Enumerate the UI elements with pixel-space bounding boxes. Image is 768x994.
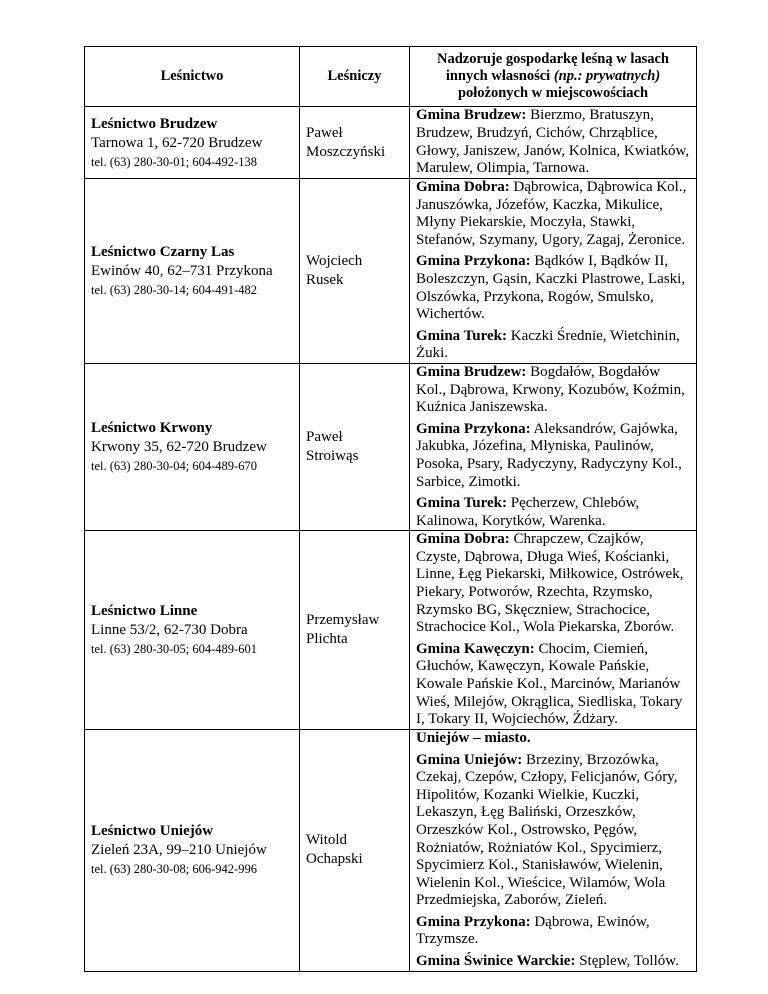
forestry-table <box>84 46 697 972</box>
areas-cell <box>410 729 697 971</box>
forestry-address: Ewinów 40, 62–731 Przykona <box>91 262 273 279</box>
forester-first-name: Witold <box>306 832 348 849</box>
commune-villages: Pęcherzew, Chlebów, Kalinowa, Korytków, Warenka. <box>416 495 640 529</box>
commune-villages: Chrapczew, Czajków, Czyste, Dąbrowa, Długa Wieś, Kościanki, Linne, Łęg Piekarski, Miłkowice, Ostrówek, Piekary, Potworów, Rzechta, Rzymsko, Rzymsko BG, Skęczniew, Strachocice, Strachocice Kol., Wola Piekarska, Zborów. <box>416 531 684 636</box>
forestry-phone: tel. (63) 280-30-01; 604-492-138 <box>91 154 257 169</box>
table-row <box>85 179 697 364</box>
commune-villages: Dąbrowica, Dąbrowica Kol., Januszówka, Józefów, Kaczka, Mikulice, Młyny Piekarskie, Moczyła, Stawki, Stefanów, Szymany, Ugory, Zagaj, Żeronice. <box>416 179 687 248</box>
commune-label: Gmina Świnice Warckie: <box>416 953 576 970</box>
forester-cell <box>300 179 410 364</box>
commune-group <box>416 953 690 971</box>
commune-label: Gmina Brudzew: <box>416 363 527 380</box>
forester-first-name: Przemysław <box>306 612 380 629</box>
forester-cell <box>300 363 410 530</box>
commune-label: Gmina Przykona: <box>416 253 531 270</box>
forester-first-name: Paweł <box>306 124 343 141</box>
header-forester: Leśniczy <box>300 47 410 107</box>
header-supervision-note: (np.: prywatnych) <box>553 68 661 84</box>
commune-villages: Bierzmo, Bratuszyn, Brudzew, Brudzyń, Cichów, Chrząblice, Głowy, Janiszew, Janów, Kolnica, Kwiatków, Marulew, Olimpia, Tarnowa. <box>416 107 690 177</box>
forester-last-name: Moszczyński <box>306 143 386 160</box>
forester-cell <box>300 531 410 730</box>
forestry-cell <box>85 107 300 179</box>
commune-label: Uniejów – miasto. <box>416 729 531 746</box>
header-supervision-line2: innych własności <box>445 68 551 84</box>
commune-label: Gmina Przykona: <box>416 420 531 437</box>
forestry-name: Leśnictwo Uniejów <box>91 823 214 840</box>
forester-last-name: Rusek <box>306 271 344 288</box>
commune-label: Gmina Turek: <box>416 495 508 512</box>
commune-villages: Chocim, Ciemień, Głuchów, Kawęczyn, Kowale Pańskie, Kowale Pańskie Kol., Marcinów, Marianów Wieś, Milejów, Okrąglica, Siedliska, Tokary I, Tokary II, Wojciechów, Źdżary. <box>416 640 683 728</box>
commune-group <box>416 421 690 491</box>
commune-label: Gmina Uniejów: <box>416 751 523 768</box>
commune-villages: Aleksandrów, Gajówka, Jakubka, Józefina, Młyniska, Paulinów, Posoka, Psary, Radyczyny, Radyczyny Kol., Sarbice, Zimotki. <box>416 420 682 490</box>
commune-label: Gmina Dobra: <box>416 179 510 195</box>
areas-cell <box>410 179 697 364</box>
commune-group <box>416 641 690 729</box>
commune-villages: Brzeziny, Brzozówka, Czekaj, Czepów, Człopy, Felicjanów, Góry, Hipolitów, Kozanki Wielkie, Kuczki, Lekaszyn, Łęg Baliński, Orzeszków, Orzeszków Kol., Ostrowsko, Pęgów, Rożniatów, Rożniatów Kol., Spycimierz, Spycimierz Kol., Stanisławów, Wielenin, Wielenin Kol., Wieścice, Wilamów, Wola Przedmiejska, Zaborów, Zieleń. <box>416 751 678 909</box>
forestry-name: Leśnictwo Krwony <box>91 420 213 437</box>
forestry-cell <box>85 179 300 364</box>
commune-villages: Bogdałów, Bogdałów Kol., Dąbrowa, Krwony, Kozubów, Koźmin, Kuźnica Janiszewska. <box>416 363 685 416</box>
areas-cell <box>410 531 697 730</box>
forestry-phone: tel. (63) 280-30-04; 604-489-670 <box>91 459 257 474</box>
forestry-name: Leśnictwo Linne <box>91 603 198 620</box>
forester-cell <box>300 107 410 179</box>
commune-label: Gmina Dobra: <box>416 531 510 548</box>
commune-villages: Stęplew, Tollów. <box>575 953 679 970</box>
forestry-address: Linne 53/2, 62-730 Dobra <box>91 622 248 639</box>
forestry-name: Leśnictwo Czarny Las <box>91 243 235 260</box>
table-header-row <box>85 47 697 107</box>
forester-first-name: Wojciech <box>306 252 363 269</box>
forester-first-name: Paweł <box>306 429 343 446</box>
commune-label: Gmina Przykona: <box>416 913 531 930</box>
commune-group <box>416 752 690 910</box>
forestry-address: Tarnowa 1, 62-720 Brudzew <box>91 134 263 151</box>
forestry-cell <box>85 363 300 530</box>
forester-last-name: Plichta <box>306 631 348 648</box>
commune-group <box>416 179 690 249</box>
commune-group <box>416 914 690 949</box>
commune-label: Gmina Kawęczyn: <box>416 640 535 657</box>
areas-cell <box>410 363 697 530</box>
forester-last-name: Stroiwąs <box>306 448 359 465</box>
table-row <box>85 531 697 730</box>
table-row <box>85 363 697 530</box>
forestry-address: Zieleń 23A, 99–210 Uniejów <box>91 842 267 859</box>
header-supervision <box>410 47 697 107</box>
commune-villages: Dąbrowa, Ewinów, Trzymsze. <box>416 913 650 948</box>
forestry-cell <box>85 531 300 730</box>
commune-group <box>416 328 690 363</box>
table-row <box>85 729 697 971</box>
forester-cell <box>300 729 410 971</box>
commune-villages: Kaczki Średnie, Wietchinin, Żuki. <box>416 327 680 362</box>
commune-group <box>416 107 690 177</box>
commune-villages: Bądków I, Bądków II, Boleszczyn, Gąsin, Kaczki Plastrowe, Laski, Olszówka, Przykona, Rogów, Smulsko, Wichertów. <box>416 253 686 323</box>
areas-cell <box>410 107 697 179</box>
header-forestry: Leśnictwo <box>85 47 300 107</box>
commune-group <box>416 364 690 417</box>
forester-last-name: Ochapski <box>306 851 363 868</box>
forestry-cell <box>85 729 300 971</box>
commune-group <box>416 531 690 637</box>
header-supervision-line1: Nadzoruje gospodarkę leśną w lasach <box>436 51 669 67</box>
forestry-phone: tel. (63) 280-30-08; 606-942-996 <box>91 862 257 877</box>
forestry-address: Krwony 35, 62-720 Brudzew <box>91 439 267 456</box>
header-supervision-line3: położonych w miejscowościach <box>457 85 649 101</box>
commune-group <box>416 253 690 323</box>
commune-label: Gmina Brudzew: <box>416 107 527 124</box>
forestry-name: Leśnictwo Brudzew <box>91 115 218 132</box>
commune-group <box>416 730 690 748</box>
commune-label: Gmina Turek: <box>416 327 508 344</box>
forestry-phone: tel. (63) 280-30-05; 604-489-601 <box>91 642 257 657</box>
commune-group <box>416 495 690 530</box>
table-row <box>85 107 697 179</box>
forestry-phone: tel. (63) 280-30-14; 604-491-482 <box>91 282 257 297</box>
